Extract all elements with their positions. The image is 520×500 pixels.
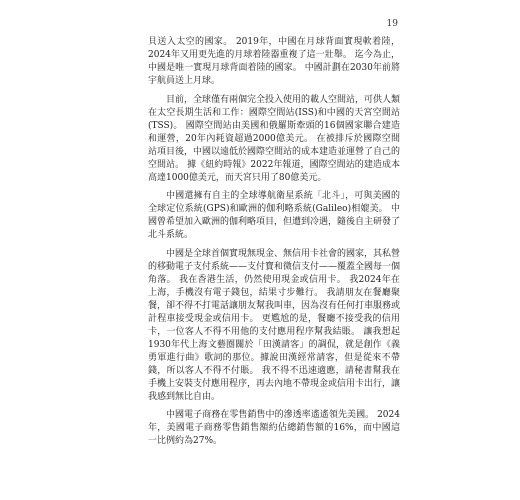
paragraph-2: 目前，全球僅有兩個完全投入使用的載人空間站，可供人類在太空長期生活和工作：國際空間站(ISS)和中國的天宮空間站(TSS)。 國際空間站由美國和俄羅斯牽頭的16個國家聯合建造和運營，20年內耗資超過2000億美元。 在被排斥於國際空間站項目後，中國以遠低於國際空間站的成本建造並運營了自己的空間站。 據《紐約時報》2022年報道，國際空間站的建造成本高達1000億美元，而天宮只用了80億美元。 — [148, 94, 401, 183]
paragraph-1: 貝送入太空的國家。 2019年，中國在月球背面實現軟着陸，2024年又用更先進的月球着陸器重複了這一壯舉。 迄今為止，中國是唯一實現月球背面着陸的國家。 中國計劃在2030年前將宇航員送上月球。 — [148, 37, 400, 86]
body-text — [148, 36, 400, 454]
paragraph-3: 中國還擁有自主的全球導航衛星系統「北斗」，可與美國的全球定位系統(GPS)和歐洲的伽利略系統(Galileo)相媲美。 中國曾希望加入歐洲的伽利略項目，但遭到冷遇，隨後自主研發了北斗系統。 — [148, 191, 401, 240]
paragraph-5: 中國電子商務在零售銷售中的滲透率遙遙領先美國。 2024年，美國電子商務零售銷售額約佔總銷售額的16%，而中國這一比例約為27%。 — [148, 410, 400, 446]
page-number: 19 — [386, 19, 398, 29]
paragraph-4: 中國是全球首個實現無現金、無信用卡社會的國家，其私營的移動電子支付系統——支付寶和微信支付——覆蓋全國每一個角落。 我在香港生活，仍然使用現金或信用卡。 我2024年在上海，手機沒有電子錢包，結果寸步難行。 我請朋友在餐廳聚餐，卻不得不打電話讓朋友幫我叫車，因為沒有任何打車服務或計程車接受現金或信用卡。 更尷尬的是，餐廳不接受我的信用卡，一位客人不得不用他的支付應用程序幫我結賬。 讓我想起1930年代上海文藝圈關於「田漢請客」的調侃，就是創作《義勇軍進行曲》歌詞的那位。據說田漢經常請客，但是從來不帶錢，所以客人不得不付賬。 我不得不迅速適應，請秘書幫我在手機上安裝支付應用程序，再去內地不帶現金或信用卡出行，讓我感到無比自由。 — [148, 248, 401, 402]
